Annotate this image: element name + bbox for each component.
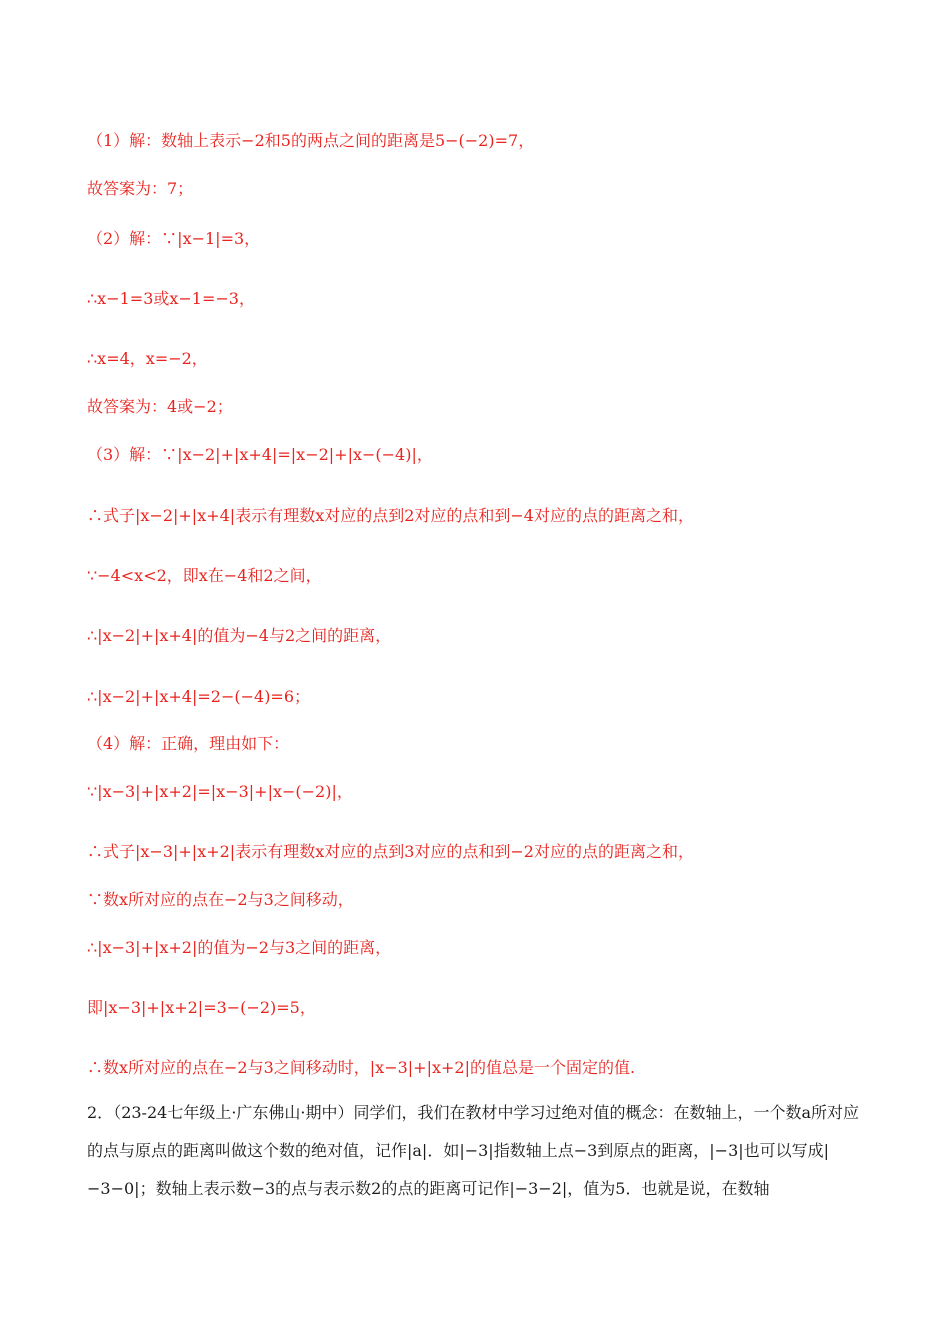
solution-line-5: ∴x=4，x=−2， — [87, 349, 208, 368]
solution-line-4: ∴x−1=3或x−1=−3， — [87, 289, 255, 308]
solution-line-11: ∴|x−2|+|x+4|=2−(−4)=6； — [87, 687, 311, 706]
solution-line-6: 故答案为：4或−2； — [87, 397, 233, 416]
solution-line-14: ∴式子|x−3|+|x+2|表示有理数x对应的点到3对应的点和到−2对应的点的距离之和， — [87, 842, 694, 861]
solution-line-13: ∵|x−3|+|x+2|=|x−3|+|x−(−2)|， — [87, 782, 353, 801]
solution-line-15: ∵数x所对应的点在−2与3之间移动， — [87, 890, 354, 909]
solution-line-2: 故答案为：7； — [87, 179, 194, 198]
solution-line-7: （3）解：∵|x−2|+|x+4|=|x−2|+|x−(−4)|， — [87, 445, 433, 464]
question-number: 2． — [87, 1103, 114, 1122]
solution-line-3: （2）解：∵|x−1|=3， — [87, 229, 261, 248]
solution-line-1: （1）解：数轴上表示−2和5的两点之间的距离是5−(−2)=7， — [87, 131, 535, 150]
solution-line-10: ∴|x−2|+|x+4|的值为−4与2之间的距离， — [87, 626, 392, 645]
solution-line-8: ∴式子|x−2|+|x+4|表示有理数x对应的点到2对应的点和到−4对应的点的距离之和， — [87, 506, 694, 525]
solution-line-18: ∴数x所对应的点在−2与3之间移动时，|x−3|+|x+2|的值总是一个固定的值. — [87, 1058, 636, 1077]
solution-line-12: （4）解：正确，理由如下： — [87, 734, 290, 753]
solution-line-9: ∵−4<x<2，即x在−4和2之间， — [87, 566, 322, 585]
question-2 — [87, 1094, 867, 1208]
solution-line-17: 即|x−3|+|x+2|=3−(−2)=5， — [87, 998, 316, 1017]
question-text: （23-24七年级上·广东佛山·期中）同学们，我们在教材中学习过绝对值的概念：在数轴上，一个数a所对应的点与原点的距离叫做这个数的绝对值，记作|a|．如|−3|指数轴上点−3到原点的距离，|−3|也可以写成|−3−0|；数轴上表示数−3的点与表示数2的点的距离可记作|−3−2|，值为5．也就是说，在数轴 — [87, 1103, 860, 1198]
solution-line-16: ∴|x−3|+|x+2|的值为−2与3之间的距离， — [87, 938, 392, 957]
